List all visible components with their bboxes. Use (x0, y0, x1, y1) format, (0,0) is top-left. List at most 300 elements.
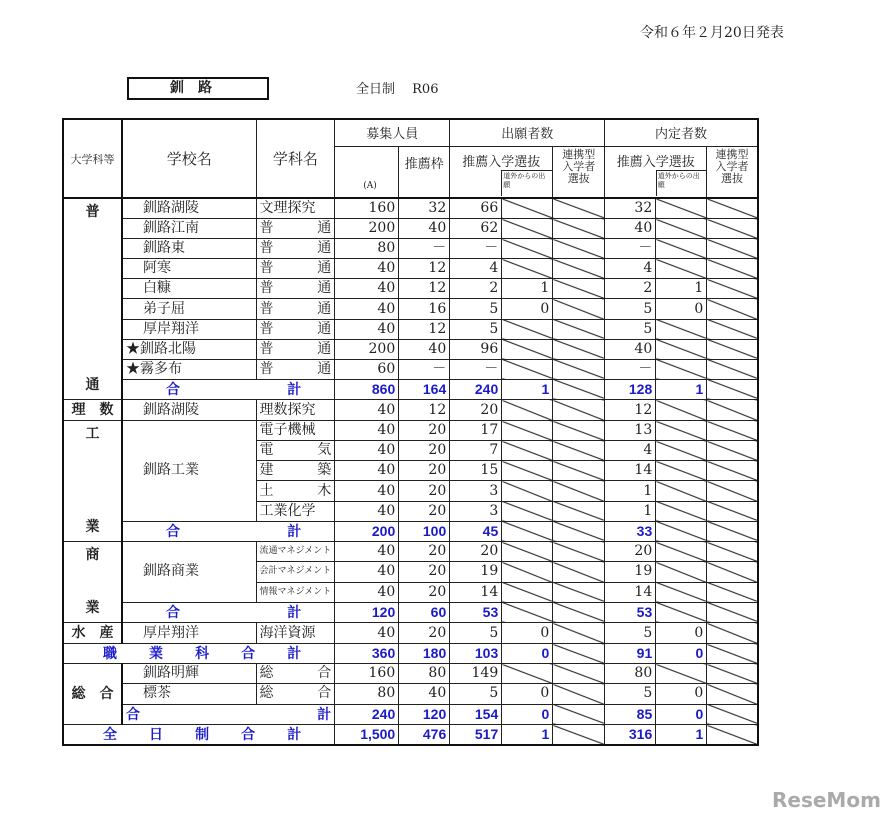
capacity-cell: 40 (335, 481, 399, 501)
header-offers: 内定者数 (605, 119, 758, 146)
offers-cell: 128 (605, 379, 656, 399)
capacity-cell: 40 (335, 400, 399, 421)
dept-char: 電 (259, 442, 274, 459)
capacity-cell: 860 (335, 379, 399, 399)
dept-name (256, 664, 335, 684)
offers-cell: 316 (605, 725, 656, 746)
dept-char: 合 (317, 665, 332, 682)
applicants-cell: 15 (450, 461, 502, 481)
recommend-quota-cell: 20 (399, 441, 450, 461)
offers-cell: 5 (605, 319, 656, 339)
capacity-cell: 200 (335, 521, 399, 541)
dept-char: 通 (317, 280, 332, 297)
capacity-cell: 240 (335, 704, 399, 724)
results-table (62, 118, 759, 746)
dept-char: 普 (259, 300, 274, 317)
category-char: 通 (85, 377, 100, 393)
school-name: 釧路湖陵 (122, 400, 256, 421)
slashed-cell (707, 379, 758, 399)
offers-cell: 2 (605, 279, 656, 299)
dept-char: 総 (259, 685, 274, 702)
label-char: 科 (195, 645, 210, 661)
category-char: 理 数 (71, 401, 114, 418)
dept-name (256, 359, 335, 379)
slashed-cell (553, 400, 605, 421)
category-char: 業 (85, 519, 100, 535)
dept-name: 海洋資源 (256, 623, 335, 644)
label-char: 合 (166, 603, 180, 620)
applicants-cell: 19 (450, 562, 502, 582)
slashed-cell (656, 542, 707, 562)
slashed-cell (553, 299, 605, 319)
dept-name (256, 441, 335, 461)
recommend-quota-cell: 60 (399, 602, 450, 622)
dept-name (256, 461, 335, 481)
slashed-cell (707, 542, 758, 562)
recommend-quota-cell: 20 (399, 542, 450, 562)
label-char: 計 (287, 603, 302, 620)
slashed-cell (707, 501, 758, 521)
slashed-cell (553, 562, 605, 582)
slashed-cell (502, 501, 553, 521)
label-char: 全 (103, 726, 117, 742)
slashed-cell (656, 521, 707, 541)
offers-cell: 80 (605, 664, 656, 684)
applicants-cell: 45 (450, 521, 502, 541)
applicants-outside-cell: 0 (502, 644, 553, 664)
capacity-cell: 160 (335, 664, 399, 684)
applicants-outside-cell: 1 (502, 279, 553, 299)
offers-cell: － (605, 239, 656, 259)
school-name: 弟子屈 (122, 299, 256, 319)
recommend-quota-cell: 180 (399, 644, 450, 664)
offers-cell: 5 (605, 684, 656, 704)
slashed-cell (707, 239, 758, 259)
school-name: 釧路商業 (122, 542, 256, 603)
offers-cell: 53 (605, 602, 656, 622)
slashed-cell (656, 461, 707, 481)
applicants-outside-cell: 1 (502, 379, 553, 399)
applicants-outside-cell: 0 (502, 623, 553, 644)
offers-cell: － (605, 359, 656, 379)
dept-name (256, 279, 335, 299)
recommend-quota-cell: 40 (399, 684, 450, 704)
recommend-quota-cell: 20 (399, 562, 450, 582)
dept-char: 合 (317, 685, 332, 702)
slashed-cell (553, 219, 605, 239)
offers-outside-cell: 0 (656, 704, 707, 724)
applicants-cell: 62 (450, 219, 502, 239)
recommend-quota-cell: 164 (399, 379, 450, 399)
category-cell (63, 198, 122, 400)
offers-cell: 14 (605, 461, 656, 481)
label-char: 合 (166, 522, 180, 539)
offers-outside-cell: 1 (656, 725, 707, 746)
applicants-cell: 103 (450, 644, 502, 664)
table-row (63, 239, 758, 259)
recommend-quota-cell: 20 (399, 623, 450, 644)
slashed-cell (553, 501, 605, 521)
applicants-cell: 3 (450, 481, 502, 501)
slashed-cell (656, 359, 707, 379)
applicants-cell: 2 (450, 279, 502, 299)
label-char: 計 (287, 726, 302, 742)
subtotal-label (122, 602, 335, 622)
applicants-cell: 20 (450, 542, 502, 562)
recommend-quota-cell: 40 (399, 339, 450, 359)
capacity-cell: 40 (335, 501, 399, 521)
dept-char: 普 (259, 220, 274, 237)
capacity-cell: 200 (335, 219, 399, 239)
subtotal-row (63, 704, 758, 724)
slashed-cell (553, 602, 605, 622)
slashed-cell (707, 339, 758, 359)
school-name: 標茶 (122, 684, 256, 704)
offers-outside-cell: 0 (656, 644, 707, 664)
recommend-quota-cell: 100 (399, 521, 450, 541)
label-char: 日 (149, 726, 164, 742)
slashed-cell (553, 481, 605, 501)
capacity-cell: 40 (335, 461, 399, 481)
slashed-cell (502, 602, 553, 622)
slashed-cell (656, 339, 707, 359)
slashed-cell (707, 481, 758, 501)
slashed-cell (707, 198, 758, 219)
slashed-cell (502, 521, 553, 541)
slashed-cell (707, 421, 758, 441)
applicants-cell: 149 (450, 664, 502, 684)
subtotal-row (63, 521, 758, 541)
dept-char: 通 (317, 360, 332, 377)
slashed-cell (707, 259, 758, 279)
slashed-cell (656, 602, 707, 622)
slashed-cell (656, 664, 707, 684)
applicants-cell: 5 (450, 319, 502, 339)
header-off-rec (605, 146, 707, 198)
dept-name (256, 319, 335, 339)
dept-char: 築 (317, 462, 332, 479)
applicants-cell: 20 (450, 400, 502, 421)
applicants-outside-cell: 0 (502, 299, 553, 319)
dept-name: 文理探究 (256, 198, 335, 219)
label-char: 計 (317, 705, 332, 722)
recommend-quota-cell: 32 (399, 198, 450, 219)
category-cell (63, 664, 122, 725)
subtotal-row (63, 379, 758, 399)
slashed-cell (553, 319, 605, 339)
dept-char: 建 (259, 462, 274, 479)
slashed-cell (553, 542, 605, 562)
category-char: 商 (85, 547, 100, 563)
header-capacity: 募集人員 (335, 119, 450, 146)
table-row (63, 542, 758, 562)
header-rec: 推薦枠 (399, 146, 450, 198)
applicants-outside-cell: 0 (502, 704, 553, 724)
offers-cell: 5 (605, 299, 656, 319)
header-a: (A) (335, 146, 399, 198)
offers-cell: 40 (605, 219, 656, 239)
slashed-cell (502, 664, 553, 684)
slashed-cell (502, 441, 553, 461)
system-label: 全日制 R06 (356, 82, 439, 97)
offers-outside-cell: 1 (656, 379, 707, 399)
school-name: ★霧多布 (122, 359, 256, 379)
dept-name (256, 481, 335, 501)
dept-name: 情報マネジメント (256, 582, 335, 602)
recommend-quota-cell: 20 (399, 481, 450, 501)
table-row (63, 623, 758, 644)
slashed-cell (707, 623, 758, 644)
applicants-cell: 5 (450, 684, 502, 704)
offers-cell: 32 (605, 198, 656, 219)
dept-char: 通 (317, 320, 332, 337)
dept-char: 気 (317, 442, 332, 459)
slashed-cell (707, 461, 758, 481)
applicants-cell: 240 (450, 379, 502, 399)
dept-char: 普 (259, 320, 274, 337)
dept-char: 普 (259, 240, 274, 257)
school-name: 厚岸翔洋 (122, 623, 256, 644)
subtotal-label (122, 704, 335, 724)
slashed-cell (656, 219, 707, 239)
slashed-cell (502, 481, 553, 501)
category-char: 業 (85, 600, 100, 616)
school-name: 白糠 (122, 279, 256, 299)
offers-cell: 5 (605, 623, 656, 644)
offers-cell: 33 (605, 521, 656, 541)
recommend-quota-cell: 20 (399, 421, 450, 441)
capacity-cell: 40 (335, 542, 399, 562)
slashed-cell (553, 582, 605, 602)
off-outside-label: 道外からの出願 (656, 170, 707, 196)
dept-name: 会計マネジメント (256, 562, 335, 582)
off-rec-label: 推薦入学選抜 (616, 154, 695, 170)
applicants-cell: 66 (450, 198, 502, 219)
slashed-cell (502, 239, 553, 259)
dept-char: 通 (317, 260, 332, 277)
slashed-cell (656, 198, 707, 219)
slashed-cell (656, 481, 707, 501)
recommend-quota-cell: 20 (399, 461, 450, 481)
slashed-cell (553, 704, 605, 724)
slashed-cell (656, 501, 707, 521)
school-name: 釧路江南 (122, 219, 256, 239)
capacity-cell: 1,500 (335, 725, 399, 746)
announcement-date: 令和６年２月20日発表 (640, 25, 784, 41)
slashed-cell (553, 198, 605, 219)
label-char: 合 (166, 380, 180, 397)
capacity-cell: 200 (335, 339, 399, 359)
grand-total-row (63, 725, 758, 746)
dept-name: 流通マネジメント (256, 542, 335, 562)
header-applicants: 出願者数 (450, 119, 605, 146)
table-row (63, 198, 758, 219)
capacity-cell: 160 (335, 198, 399, 219)
dept-name (256, 684, 335, 704)
school-name: 阿寒 (122, 259, 256, 279)
applicants-cell: 17 (450, 421, 502, 441)
slashed-cell (656, 582, 707, 602)
offers-outside-cell: 0 (656, 684, 707, 704)
applicants-cell: － (450, 239, 502, 259)
recommend-quota-cell: 40 (399, 219, 450, 239)
slashed-cell (553, 339, 605, 359)
slashed-cell (707, 664, 758, 684)
category-cell (63, 400, 122, 421)
category-cell (63, 623, 122, 644)
capacity-cell: 60 (335, 359, 399, 379)
dept-name (256, 299, 335, 319)
slashed-cell (553, 623, 605, 644)
off-renkei-label: 連携型入学者選抜 (707, 146, 758, 198)
category-char: 工 (85, 426, 100, 442)
dept-name (256, 219, 335, 239)
grand-total-label (63, 644, 335, 664)
offers-cell: 1 (605, 481, 656, 501)
slashed-cell (707, 644, 758, 664)
table-row (63, 339, 758, 359)
table-row (63, 400, 758, 421)
applicants-cell: 4 (450, 259, 502, 279)
dept-char: 通 (317, 340, 332, 357)
slashed-cell (707, 725, 758, 746)
table-row (63, 359, 758, 379)
slashed-cell (553, 421, 605, 441)
label-char: 業 (149, 645, 164, 661)
grand-total-row (63, 644, 758, 664)
slashed-cell (656, 421, 707, 441)
table-row (63, 259, 758, 279)
slashed-cell (707, 582, 758, 602)
app-renkei-label: 連携型入学者選抜 (553, 146, 605, 198)
category-char: 普 (85, 204, 100, 220)
slashed-cell (502, 219, 553, 239)
dept-name (256, 239, 335, 259)
dept-char: 総 (259, 665, 274, 682)
label-char: 計 (287, 645, 302, 661)
slashed-cell (707, 521, 758, 541)
school-name: 釧路工業 (122, 421, 256, 522)
slashed-cell (553, 259, 605, 279)
header-app-rec (450, 146, 553, 198)
label-char: 計 (287, 380, 302, 397)
capacity-cell: 40 (335, 623, 399, 644)
capacity-cell: 80 (335, 684, 399, 704)
dept-char: 普 (259, 280, 274, 297)
region-label: 釧路 (127, 77, 269, 100)
applicants-cell: 5 (450, 299, 502, 319)
recommend-quota-cell: 476 (399, 725, 450, 746)
dept-char: 通 (317, 240, 332, 257)
dept-char: 木 (317, 482, 332, 499)
school-name: 釧路東 (122, 239, 256, 259)
applicants-outside-cell: 1 (502, 725, 553, 746)
table-row (63, 319, 758, 339)
slashed-cell (502, 461, 553, 481)
header-category: 大学科等 (63, 119, 122, 198)
offers-cell: 4 (605, 441, 656, 461)
applicants-cell: 53 (450, 602, 502, 622)
offers-cell: 14 (605, 582, 656, 602)
offers-cell: 1 (605, 501, 656, 521)
offers-outside-cell: 0 (656, 623, 707, 644)
category-cell (63, 542, 122, 623)
capacity-cell: 40 (335, 441, 399, 461)
slashed-cell (502, 400, 553, 421)
recommend-quota-cell: 16 (399, 299, 450, 319)
recommend-quota-cell: 12 (399, 259, 450, 279)
applicants-cell: 7 (450, 441, 502, 461)
recommend-quota-cell: 12 (399, 400, 450, 421)
recommend-quota-cell: 120 (399, 704, 450, 724)
recommend-quota-cell: 20 (399, 582, 450, 602)
dept-name (256, 259, 335, 279)
slashed-cell (502, 562, 553, 582)
grand-total-label (63, 725, 335, 746)
school-name: 釧路湖陵 (122, 198, 256, 219)
dept-char: 通 (317, 220, 332, 237)
category-char: 総 合 (71, 685, 114, 702)
school-name: 釧路明輝 (122, 664, 256, 684)
slashed-cell (707, 441, 758, 461)
slashed-cell (707, 704, 758, 724)
recommend-quota-cell: 12 (399, 319, 450, 339)
capacity-cell: 40 (335, 582, 399, 602)
applicants-cell: 517 (450, 725, 502, 746)
capacity-cell: 40 (335, 299, 399, 319)
recommend-quota-cell: － (399, 359, 450, 379)
slashed-cell (553, 644, 605, 664)
slashed-cell (707, 279, 758, 299)
slashed-cell (553, 521, 605, 541)
slashed-cell (553, 725, 605, 746)
resemom-logo: ReseMom (772, 788, 881, 812)
dept-name (256, 339, 335, 359)
offers-cell: 19 (605, 562, 656, 582)
dept-char: 普 (259, 340, 274, 357)
slashed-cell (707, 400, 758, 421)
capacity-cell: 40 (335, 319, 399, 339)
school-name: 厚岸翔洋 (122, 319, 256, 339)
label-char: 職 (103, 645, 117, 661)
slashed-cell (707, 319, 758, 339)
capacity-cell: 120 (335, 602, 399, 622)
applicants-cell: 154 (450, 704, 502, 724)
slashed-cell (553, 441, 605, 461)
applicants-cell: 5 (450, 623, 502, 644)
slashed-cell (502, 339, 553, 359)
app-outside-label: 道外からの出願 (501, 170, 552, 196)
label-char: 計 (287, 522, 302, 539)
dept-name: 電子機械 (256, 421, 335, 441)
slashed-cell (707, 562, 758, 582)
slashed-cell (553, 664, 605, 684)
slashed-cell (502, 542, 553, 562)
slashed-cell (656, 562, 707, 582)
capacity-cell: 40 (335, 562, 399, 582)
slashed-cell (502, 319, 553, 339)
table-row (63, 664, 758, 684)
slashed-cell (553, 684, 605, 704)
recommend-quota-cell: － (399, 239, 450, 259)
subtotal-label (122, 379, 335, 399)
slashed-cell (553, 279, 605, 299)
slashed-cell (707, 602, 758, 622)
app-rec-label: 推薦入学選抜 (462, 154, 541, 170)
slashed-cell (656, 319, 707, 339)
table-row (63, 684, 758, 704)
subtotal-row (63, 602, 758, 622)
